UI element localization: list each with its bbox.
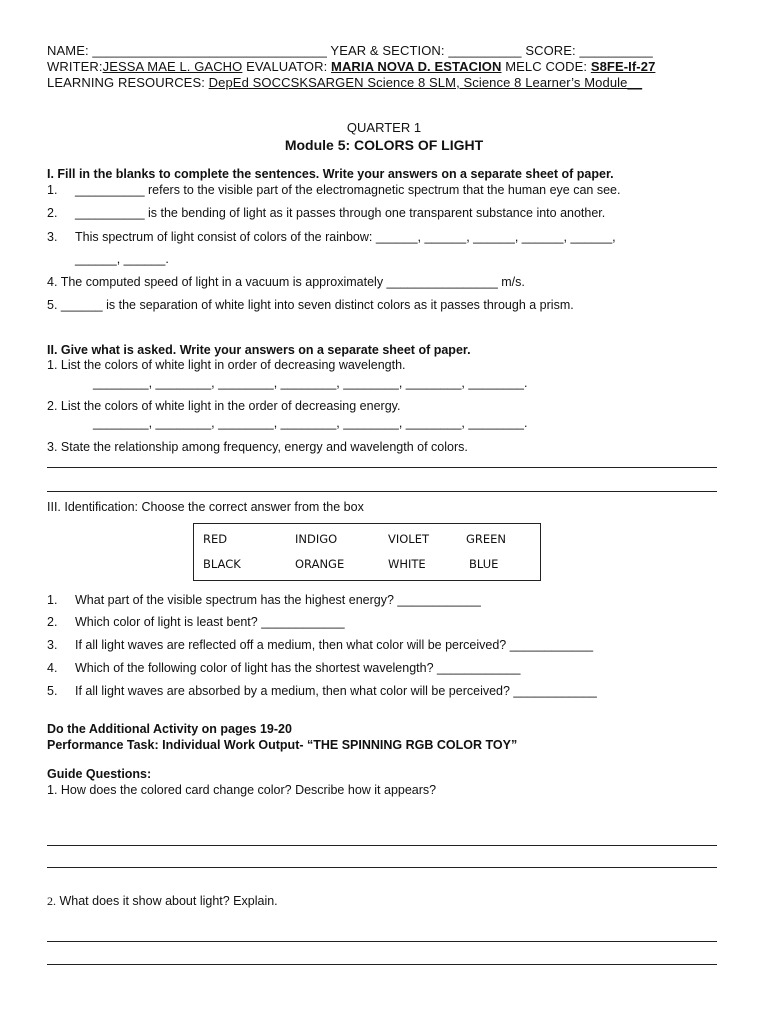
item-number: 3. [47, 638, 58, 652]
writer-name: JESSA MAE L. GACHO [102, 59, 243, 74]
answer-line [47, 845, 717, 846]
section1-item [47, 230, 616, 244]
section1-item [47, 275, 525, 289]
section3-item [47, 615, 345, 629]
item-text: If all light waves are absorbed by a medium, then what color will be perceived? ____________ [75, 684, 597, 698]
item-text: What does it show about light? Explain. [56, 894, 278, 908]
section3-item [47, 661, 520, 675]
section3-item [47, 684, 597, 698]
section2-question-2: 2. List the colors of white light in the order of decreasing energy. [47, 399, 401, 413]
guide-questions-heading: Guide Questions: [47, 767, 152, 781]
item-number: 2. [47, 615, 58, 629]
item-number: 5. [47, 298, 58, 312]
quarter-title: QUARTER 1 [346, 120, 422, 135]
item-text: This spectrum of light consist of colors of the rainbow: ______, ______, ______, ______, ______, [75, 230, 616, 244]
item-text: If all light waves are reflected off a medium, then what color will be perceived? ____________ [75, 638, 594, 652]
evaluator-label: EVALUATOR: [242, 59, 332, 74]
section3-heading: III. Identification: Choose the correct answer from the box [47, 500, 364, 514]
choice-word: BLACK [203, 557, 241, 571]
item-text: What part of the visible spectrum has the highest energy? ____________ [75, 593, 481, 607]
item-text: ______, ______. [75, 252, 169, 266]
item-text: ______ is the separation of white light into seven distinct colors as it passes through a prism. [60, 298, 574, 312]
answer-line [47, 491, 717, 492]
item-number: 4. [47, 275, 58, 289]
evaluator-name: MARIA NOVA D. ESTACION [331, 59, 502, 74]
writer-label: WRITER: [47, 59, 103, 74]
guide-question-2 [47, 894, 278, 909]
performance-task-line: Performance Task: Individual Work Output- “THE SPINNING RGB COLOR TOY” [47, 738, 518, 752]
section1-item [47, 252, 169, 266]
section2-question-3: 3. State the relationship among frequency, energy and wavelength of colors. [47, 440, 468, 454]
section3-item [47, 638, 593, 652]
choice-word: BLUE [469, 557, 499, 571]
choice-word: VIOLET [388, 532, 430, 546]
choice-word: RED [203, 532, 228, 546]
module-title: Module 5: COLORS OF LIGHT [284, 137, 484, 153]
choice-word: GREEN [466, 532, 507, 546]
melc-code: S8FE-If-27 [590, 59, 656, 74]
item-text: __________ is the bending of light as it passes through one transparent substance into another. [75, 206, 606, 220]
item-text: __________ refers to the visible part of the electromagnetic spectrum that the human eye can see. [75, 183, 621, 197]
item-number: 2. [47, 206, 58, 220]
item-number: 1. [47, 183, 58, 197]
additional-activity-line: Do the Additional Activity on pages 19-20 [47, 722, 292, 736]
answer-line [47, 867, 717, 868]
item-text: The computed speed of light in a vacuum is approximately ________________ m/s. [60, 275, 525, 289]
section1-item [47, 298, 574, 312]
item-number: 1. [47, 593, 58, 607]
section2-blanks-1: ________, ________, ________, ________, ________, ________, ________. [93, 376, 528, 390]
choice-word: INDIGO [295, 532, 338, 546]
item-text: Which of the following color of light has the shortest wavelength? ____________ [75, 661, 521, 675]
answer-choices-box [193, 523, 541, 581]
learning-resources-line [47, 75, 642, 90]
item-number: 2. [47, 894, 56, 908]
section1-item [47, 206, 605, 220]
melc-label: MELC CODE: [501, 59, 591, 74]
item-text: Which color of light is least bent? ____________ [75, 615, 345, 629]
answer-line [47, 467, 717, 468]
choice-word: WHITE [388, 557, 426, 571]
section2-blanks-2: ________, ________, ________, ________, ________, ________, ________. [93, 416, 528, 430]
resources-value: DepEd SOCCSKSARGEN Science 8 SLM, Science 8 Learner’s Module__ [208, 75, 643, 90]
section3-item [47, 593, 481, 607]
section1-item [47, 183, 620, 197]
item-number: 5. [47, 684, 58, 698]
guide-question-1: 1. How does the colored card change color? Describe how it appears? [47, 783, 437, 797]
name-year-score-line: NAME: ________________________________ YEAR & SECTION: __________ SCORE: __________ [47, 43, 653, 58]
item-number: 4. [47, 661, 58, 675]
section2-heading: II. Give what is asked. Write your answers on a separate sheet of paper. [47, 343, 471, 357]
writer-line [47, 59, 655, 74]
answer-line [47, 964, 717, 965]
resources-label: LEARNING RESOURCES: [47, 75, 209, 90]
choice-word: ORANGE [295, 557, 345, 571]
section2-question-1: 1. List the colors of white light in order of decreasing wavelength. [47, 358, 406, 372]
section1-heading: I. Fill in the blanks to complete the sentences. Write your answers on a separate sheet of paper. [47, 167, 614, 181]
item-number: 3. [47, 230, 58, 244]
answer-line [47, 941, 717, 942]
